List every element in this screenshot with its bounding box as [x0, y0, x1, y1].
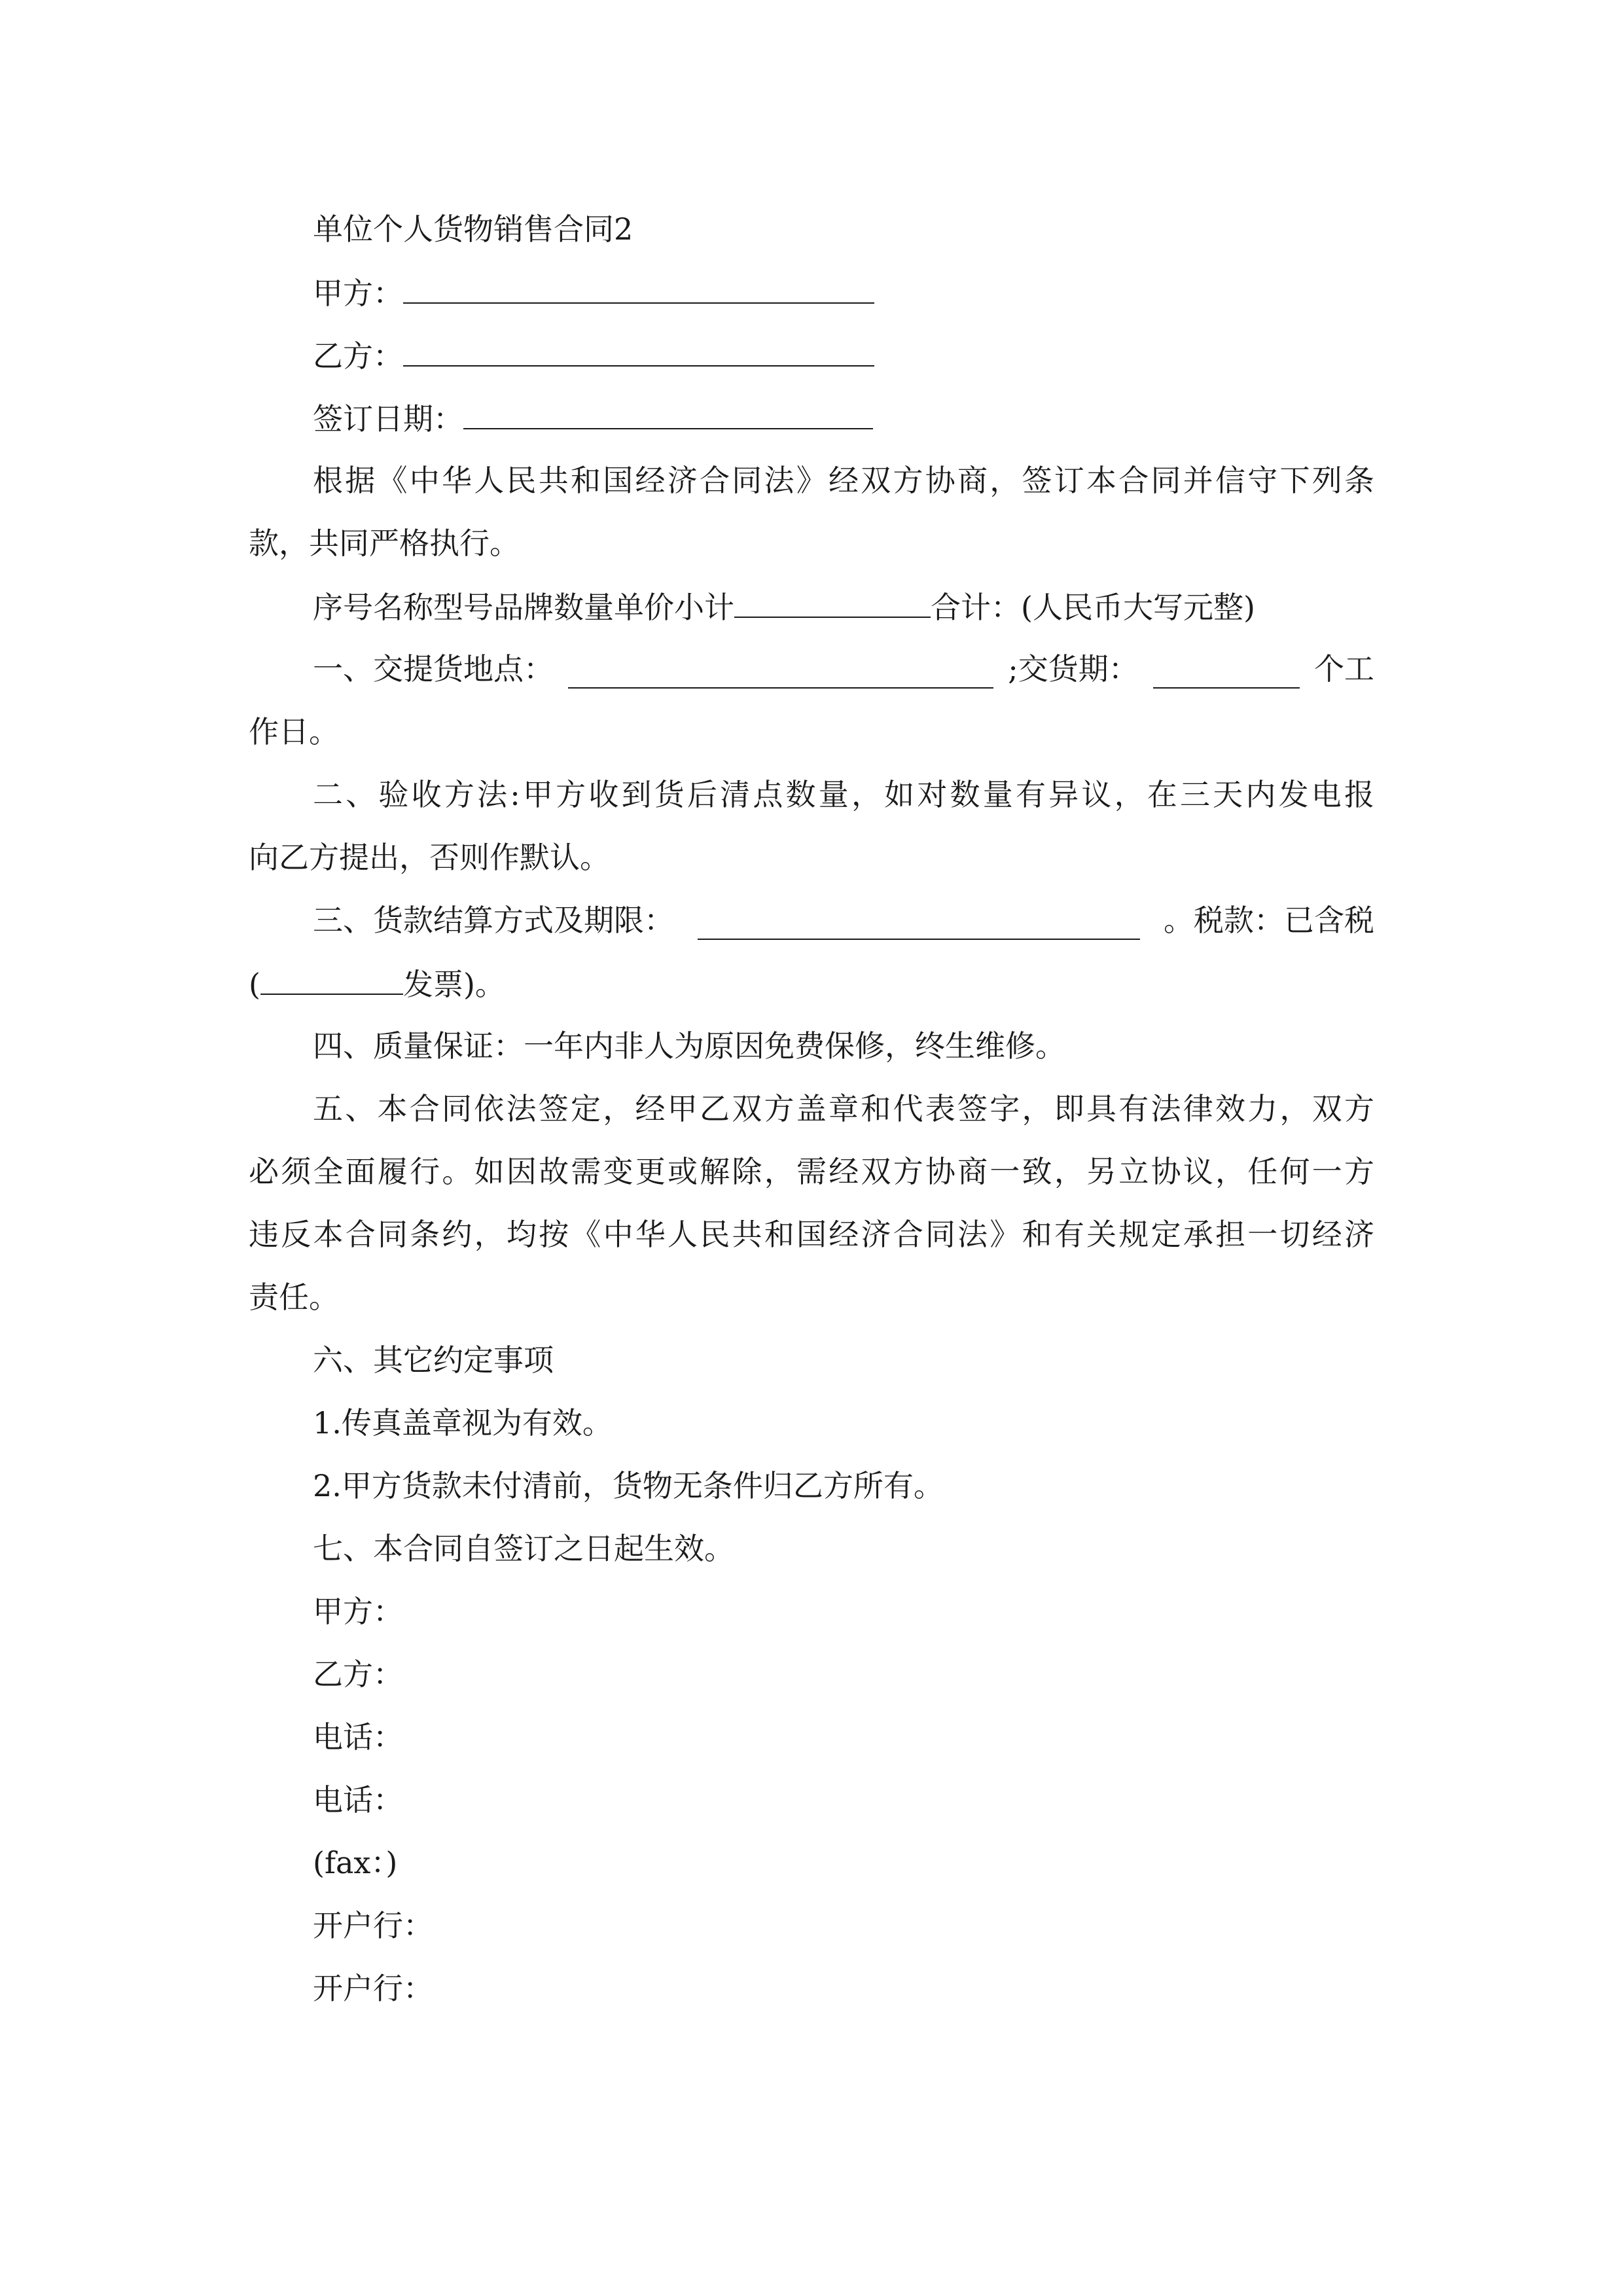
- clause-5-line-1: 五、本合同依法签定，经甲乙双方盖章和代表签字，即具有法律效力，双方: [313, 1091, 1374, 1126]
- signature-phone-1: 电话：: [313, 1719, 403, 1755]
- party-a-label: 甲方：: [313, 276, 403, 311]
- intro-line-2: 款，共同严格执行。: [249, 526, 520, 561]
- signature-bank-2: 开户行：: [313, 1971, 433, 2006]
- payment-terms-blank: [698, 908, 1140, 940]
- clause-5-line-4: 责任。: [249, 1280, 339, 1315]
- clause-3-line-1: [313, 901, 1374, 940]
- delivery-period-blank: [1153, 657, 1300, 689]
- delivery-place-label: 一、交提货地点：: [313, 651, 554, 687]
- clause-2-line-1: 二、验收方法:甲方收到货后清点数量，如对数量有异议，在三天内发电报: [313, 777, 1374, 812]
- clause-1-line-2: 作日。: [249, 714, 339, 749]
- party-b-label: 乙方：: [313, 338, 403, 374]
- clause-5-line-2: 必须全面履行。如因故需变更或解除，需经双方协商一致，另立协议，任何一方: [249, 1154, 1374, 1189]
- signature-party-a: 甲方：: [313, 1594, 403, 1629]
- intro-line-1: 根据《中华人民共和国经济合同法》经双方协商，签订本合同并信守下列条: [313, 463, 1374, 498]
- tax-label: 。税款：已含税: [1164, 903, 1374, 938]
- party-b-field: [313, 335, 1374, 374]
- invoice-type-blank: [260, 963, 403, 995]
- party-a-field: [313, 272, 1374, 312]
- delivery-place-blank: [568, 657, 993, 689]
- signature-party-b: 乙方：: [313, 1657, 403, 1692]
- party-a-blank: [403, 272, 874, 304]
- signature-fax: (fax：): [313, 1845, 398, 1880]
- sign-date-field: [313, 398, 1374, 437]
- table-line-total: 合计：(人民币大写元整): [931, 590, 1255, 625]
- clause-5-line-3: 违反本合同条约，均按《中华人民共和国经济合同法》和有关规定承担一切经济: [249, 1217, 1374, 1252]
- clause-1-line-1: [313, 649, 1374, 689]
- subtotal-blank: [734, 586, 931, 618]
- signature-bank-1: 开户行：: [313, 1908, 433, 1943]
- payment-terms-label: 三、货款结算方式及期限：: [313, 903, 674, 938]
- invoice-open-paren: (: [249, 967, 260, 1002]
- clause-6-item-2: 2.甲方货款未付清前，货物无条件归乙方所有。: [313, 1468, 944, 1503]
- clause-6-title: 六、其它约定事项: [313, 1342, 554, 1378]
- signature-phone-2: 电话：: [313, 1782, 403, 1818]
- clause-2-line-2: 向乙方提出，否则作默认。: [249, 840, 610, 875]
- table-line-columns: 序号名称型号品牌数量单价小计: [313, 590, 734, 625]
- table-line: [313, 586, 1374, 626]
- party-b-blank: [403, 335, 874, 367]
- document-title: 单位个人货物销售合同2: [313, 211, 633, 247]
- workday-label: 个工: [1314, 651, 1374, 687]
- clause-7: 七、本合同自签订之日起生效。: [313, 1531, 734, 1566]
- delivery-period-label: ;交货期：: [1008, 651, 1139, 687]
- sign-date-label: 签订日期：: [313, 401, 463, 437]
- clause-4: 四、质量保证：一年内非人为原因免费保修，终生维修。: [313, 1028, 1065, 1064]
- clause-3-line-2: [249, 963, 1374, 1003]
- invoice-label: 发票)。: [402, 967, 505, 1002]
- clause-6-item-1: 1.传真盖章视为有效。: [313, 1405, 613, 1441]
- sign-date-blank: [463, 398, 873, 429]
